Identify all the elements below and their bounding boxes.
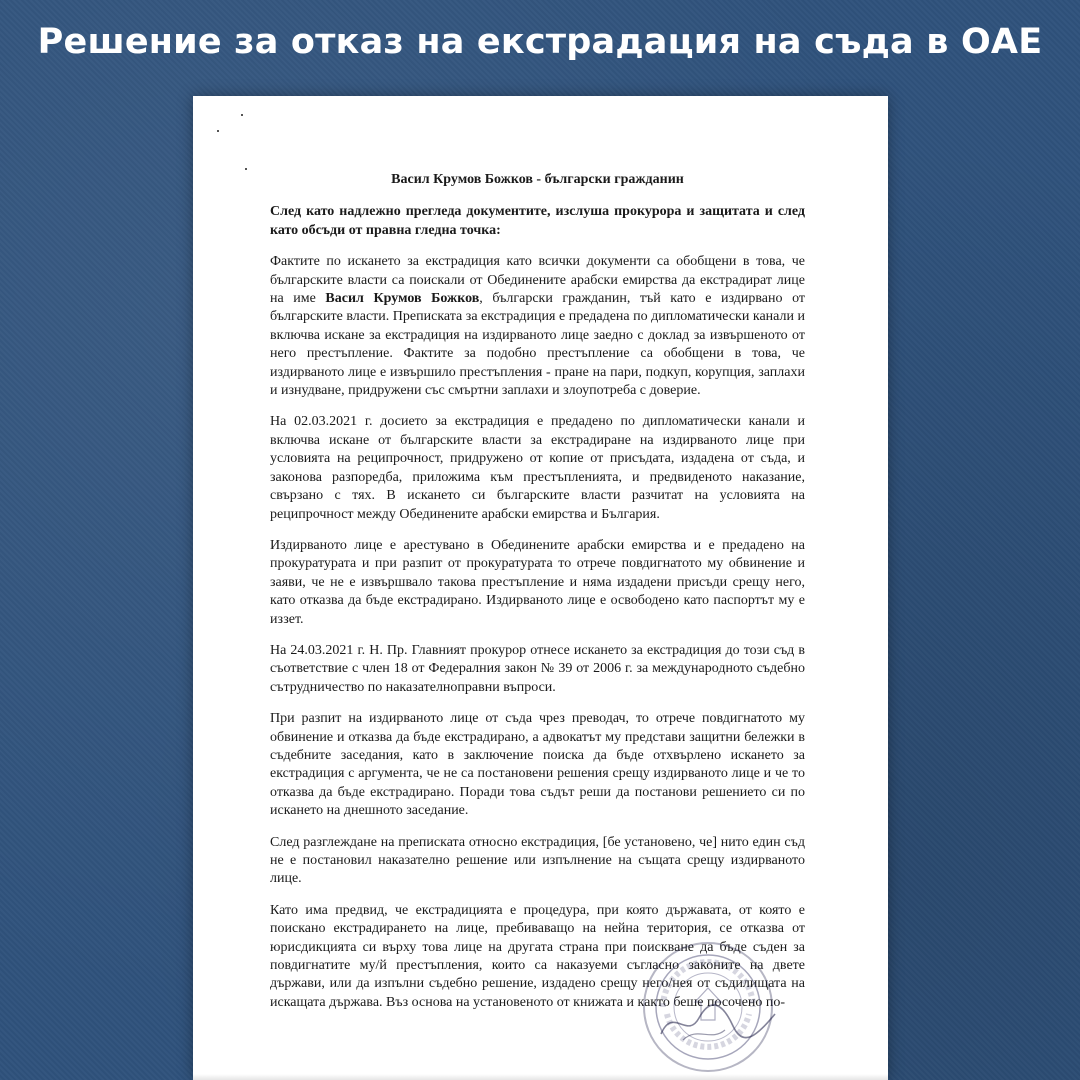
paragraph-3 <box>270 537 805 629</box>
page-title: Решение за отказ на екстрадация на съда в ОАЕ <box>37 22 1043 62</box>
paragraph-text: Като има предвид, че екстрадицията е процедура, при която държавата, от която е поискано екстрадирането на лице, пребиваващо на нейна територия, се отказва от юрисдикцията си върху това лице на другата страна при поискване да бъде съден за повдигнатите му/й престъпления, които са наказуеми съгласно законите на двете държави, или да изпълни съдебно решение, издадено срещу него/нея от съдилищата на искащата държава. Въз основа на установеното от книжата и както беше посочено по- <box>270 902 805 1010</box>
paragraph-text: Издирваното лице е арестувано в Обединените арабски емирства и е предадено на прокуратурата и при разпит от прокуратурата то отрече повдигнатото му обвинение и заяви, че не е извършвало такова престъпление и няма издадени присъди срещу него, като отказва да бъде екстрадирано. Издирваното лице е освободено като паспортът му е иззет. <box>270 537 805 627</box>
scan-speck <box>217 130 219 132</box>
document-page <box>193 96 888 1080</box>
paragraph-bold-name: Васил Крумов Божков <box>325 291 480 307</box>
paragraph-text: На 02.03.2021 г. досието за екстрадиция е предадено по дипломатически канали и включва искане от българските власти за екстрадиране на издирваното лице при условията на реципрочност, придружено от копие от присъдата, издадена от съда, и законова разпоредба, приложима към престъпленията, и предвиденото наказание, свързано с тях. В искането си българските власти разчитат на условията на реципрочност между Обединените арабски емирства и България. <box>270 414 805 522</box>
paragraph-4 <box>270 642 805 697</box>
paragraph-text: Фактите по искането за екстрадиция като всички документи са обобщени в това, че българските власти са поискали от Обединените арабски емирства да екстрадират лице на име <box>270 254 805 307</box>
paragraph-2 <box>270 413 805 523</box>
document-body <box>270 171 805 1025</box>
paragraph-text: След разглеждане на преписката относно екстрадиция, [бе установено, че] нито един съд не е постановил наказателно решение или изпълнение на същата срещу издирваното лице. <box>270 834 805 887</box>
scan-speck <box>241 114 243 116</box>
paragraph-1 <box>270 253 805 400</box>
document-heading: Васил Крумов Божков - български гражданин <box>391 172 684 187</box>
paragraph-text: На 24.03.2021 г. Н. Пр. Главният прокурор отнесе искането за екстрадиция до този съд в съответствие с член 18 от Федералния закон № 39 от 2006 г. за международното съдебно сътрудничество по наказателноправни въпроси. <box>270 642 805 695</box>
signature-scrawl-icon <box>653 996 783 1046</box>
paragraph-text: , български гражданин, тъй като е издирвано от българските власти. Преписката за екстрадиция е предадена по дипломатически канали и включва искане за екстрадиция на издирваното лице заедно с доклад за извършеното от него престъпление. Фактите за подобно престъпление са обобщени в това, че издирваното лице е извършило престъпления - пране на пари, подкуп, корупция, заплахи и изнудване, придружени със смъртни заплахи и злоупотреба с доверие. <box>270 291 806 399</box>
scan-speck <box>245 168 247 170</box>
paragraph-5 <box>270 710 805 820</box>
document-intro: След като надлежно прегледа документите, изслуша прокурора и защитата и след като обсъди от правна гледна точка: <box>270 204 805 238</box>
paragraph-6 <box>270 834 805 889</box>
paragraph-text: При разпит на издирваното лице от съда чрез преводач, то отрече повдигнатото му обвинение и отказва да бъде екстрадирано, а адвокатът му представи защитни бележки в съдебните заседания, като в заключение поиска да бъде отхвърлено искането за екстрадиция с аргумента, че не са постановени решения срещу издирваното лице и че то отказва да бъде екстрадирано. Поради това съдът реши да постанови решението си по искането на днешното заседание. <box>270 711 805 819</box>
